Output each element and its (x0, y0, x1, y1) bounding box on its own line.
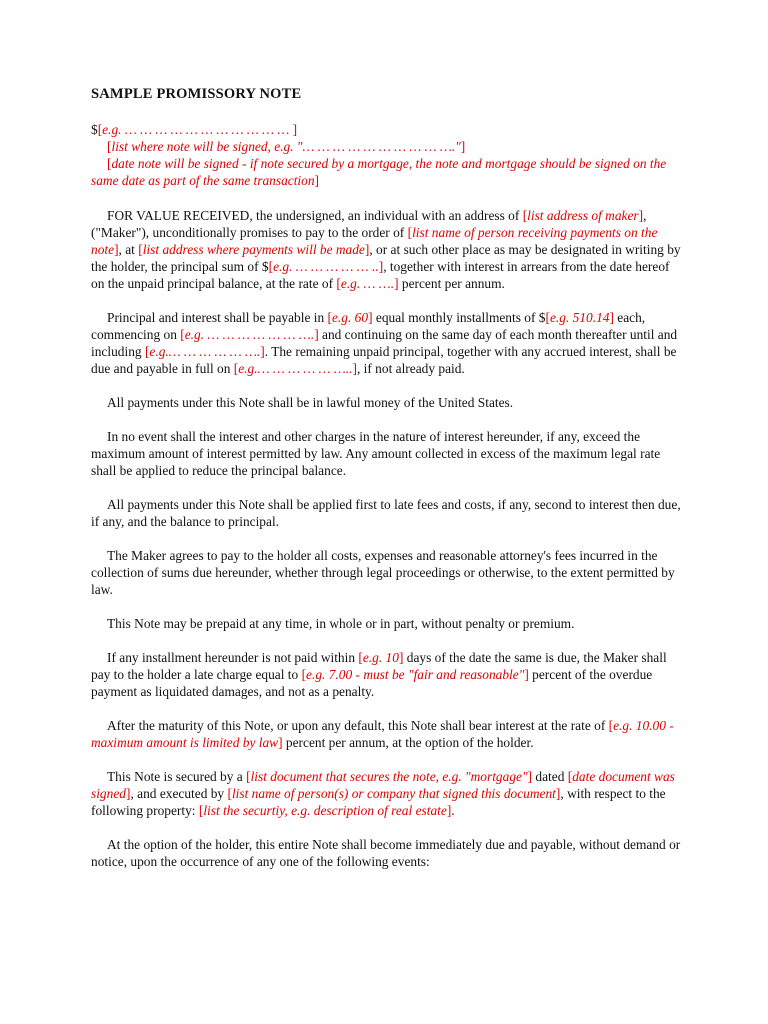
place-placeholder (107, 139, 465, 154)
paragraph-text: and continuing on the same day of each month thereafter until and including (91, 327, 678, 359)
paragraph-text: , at (118, 242, 139, 257)
note-paragraph (91, 496, 681, 530)
paragraph-text: This Note may be prepaid at any time, in whole or in part, without penalty or premium. (107, 616, 575, 631)
note-paragraph (91, 428, 681, 479)
paragraph-text: All payments under this Note shall be applied first to late fees and costs, if any, second to interest then due, if any, and the balance to principal. (91, 497, 681, 529)
paragraph-text: percent per annum. (398, 276, 505, 291)
paragraph-text: All payments under this Note shall be in lawful money of the United States. (107, 395, 514, 410)
paragraph-text: Principal and interest shall be payable in (107, 310, 328, 325)
placeholder-field: [e.g.… … … … … …..] (233, 361, 357, 376)
note-paragraph (91, 717, 681, 751)
note-paragraph (91, 309, 681, 377)
placeholder-field: [list name of person(s) or company that signed this document] (227, 786, 561, 801)
placeholder-field: [e.g. 10] (358, 650, 404, 665)
place-placeholder-text: [list where note will be signed, e.g. "… … … … … … … … … …."] (107, 139, 466, 154)
paragraph-text: If any installment hereunder is not paid within (107, 650, 359, 665)
amount-placeholder-text: $[e.g. … … … … … … … … … … … ] (91, 122, 298, 137)
note-paragraph (91, 836, 681, 870)
placeholder-field: [list the securtiy, e.g. description of real estate] (198, 803, 452, 818)
paragraph-text: , if not already paid. (356, 361, 465, 376)
note-paragraph (91, 207, 681, 292)
date-placeholder (91, 156, 666, 188)
note-paragraph (91, 394, 681, 411)
amount-placeholder (91, 122, 297, 137)
header-block (91, 121, 681, 189)
paragraph-text: After the maturity of this Note, or upon any default, this Note shall bear interest at the rate of (107, 718, 609, 733)
note-paragraph (91, 615, 681, 632)
paragraph-text: , together with interest in arrears from the date hereof on the unpaid principal balance, at the rate of (91, 259, 670, 291)
paragraph-text: days of the date the same is due, the Maker shall pay to the holder a late charge equal to (91, 650, 667, 682)
paragraph-text: , with respect to the following property: (91, 786, 666, 818)
placeholder-field: [e.g. 510.14] (545, 310, 614, 325)
document-page (91, 86, 681, 887)
placeholder-field: [e.g.… … … … … ….] (144, 344, 265, 359)
paragraph-text: percent of the overdue payment as liquidated damages, and not as a penalty. (91, 667, 653, 699)
placeholder-field: [e.g. … … … … … … ….] (180, 327, 319, 342)
placeholder-field: [e.g. 7.00 - must be "fair and reasonable"] (301, 667, 529, 682)
paragraph-text: . The remaining unpaid principal, together with any accrued interest, shall be due and payable in full on (91, 344, 677, 376)
placeholder-field: [list address where payments will be made] (138, 242, 370, 257)
note-paragraph (91, 547, 681, 598)
paragraph-text: The Maker agrees to pay to the holder all costs, expenses and reasonable attorney's fees incurred in the collection of sums due hereunder, whether through legal proceedings or otherwise, to the extent permitted by law. (91, 548, 675, 597)
paragraph-text: percent per annum, at the option of the holder. (282, 735, 534, 750)
paragraph-text: FOR VALUE RECEIVED, the undersigned, an individual with an address of (107, 208, 523, 223)
paragraph-text: At the option of the holder, this entire Note shall become immediately due and payable, without demand or notice, upon the occurrence of any one of the following events: (91, 837, 681, 869)
placeholder-field: [e.g. 60] (327, 310, 373, 325)
placeholder-field: [e.g. … … … … … ..] (268, 259, 384, 274)
paragraph-text: This Note is secured by a (107, 769, 247, 784)
paragraph-text: , ("Maker"), unconditionally promises to pay to the order of (91, 208, 647, 240)
document-title: SAMPLE PROMISSORY NOTE (91, 86, 302, 102)
placeholder-field: [e.g. 10.00 - maximum amount is limited by law] (91, 718, 674, 750)
place-line (91, 138, 681, 155)
amount-line (91, 121, 681, 138)
paragraph-text: In no event shall the interest and other charges in the nature of interest hereunder, if any, exceed the maximum amount of interest permitted by law. Any amount collected in excess of the maximum legal rate shall be applied to reduce the principal balance. (91, 429, 661, 478)
note-body (91, 207, 681, 870)
date-placeholder-text: [date note will be signed - if note secured by a mortgage, the note and mortgage should be signed on the same date as part of the same transaction] (91, 156, 667, 188)
note-paragraph (91, 768, 681, 819)
date-line (91, 155, 681, 189)
paragraph-text: , or at such other place as may be designated in writing by the holder, the principal sum of $ (91, 242, 681, 274)
placeholder-field: [list address of maker] (522, 208, 644, 223)
paragraph-text: . (451, 803, 455, 818)
placeholder-field: [date document was signed] (91, 769, 675, 801)
paragraph-text: equal monthly installments of $ (372, 310, 546, 325)
note-paragraph (91, 649, 681, 700)
placeholder-field: [e.g. … ….] (336, 276, 399, 291)
paragraph-text: , and executed by (130, 786, 228, 801)
paragraph-text: dated (532, 769, 568, 784)
paragraph-text: each, commencing on (91, 310, 646, 342)
placeholder-field: [list document that secures the note, e.g. "mortgage"] (246, 769, 533, 784)
placeholder-field: [list name of person receiving payments on the note] (91, 225, 658, 257)
